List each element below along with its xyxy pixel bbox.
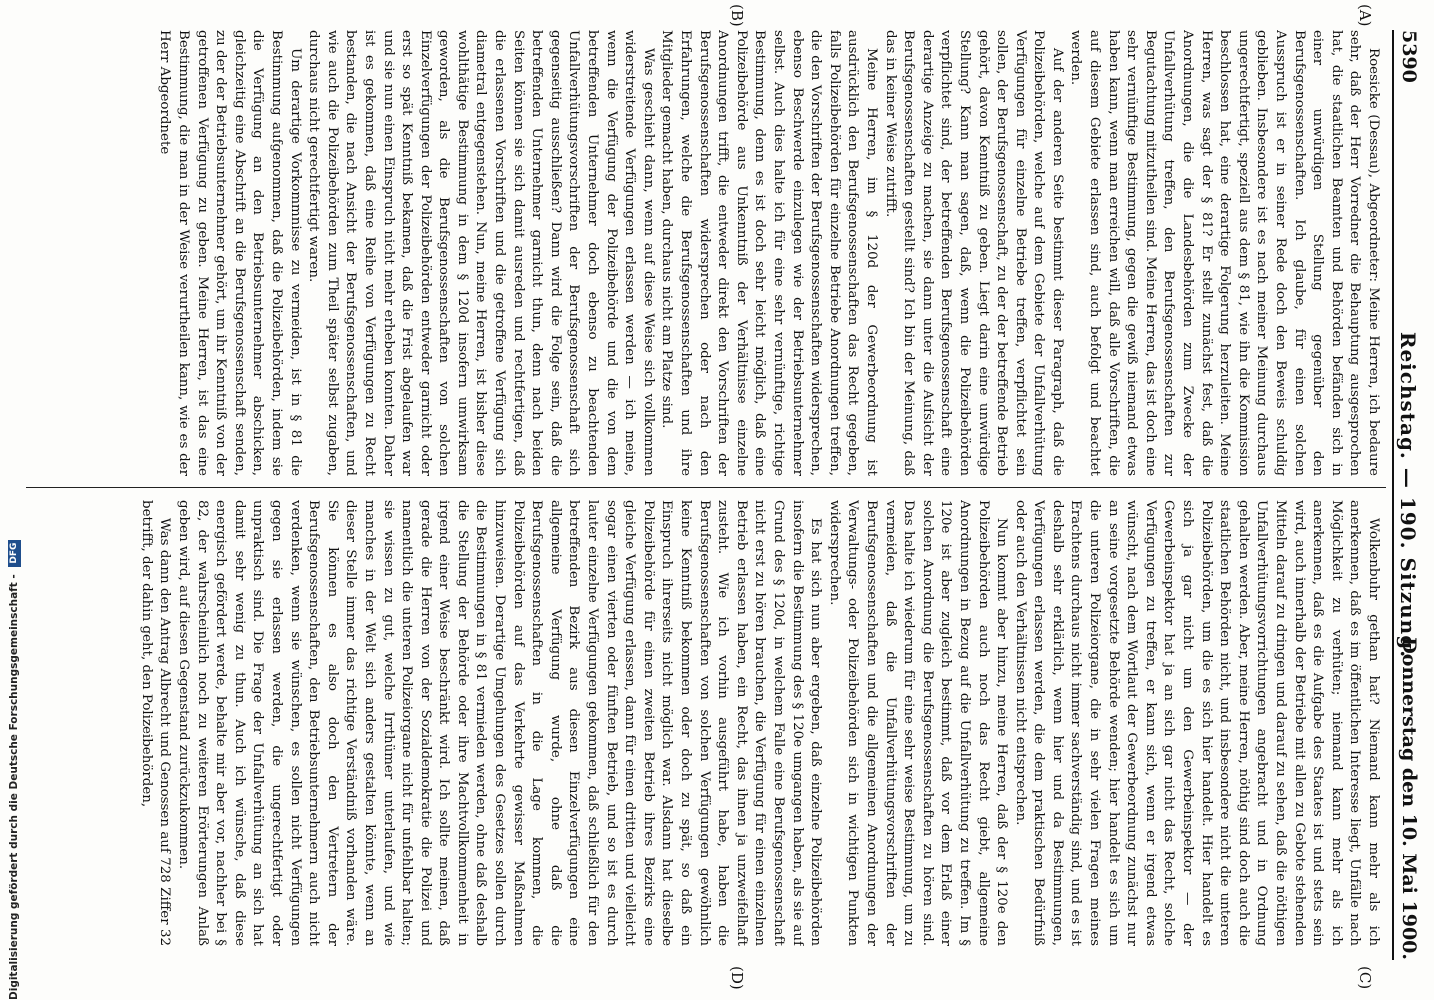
paragraph: Wolkenbuhr gethan hat? Niemand kann mehr als ich anerkennen, daß es im öffentlichen Interesse liegt, Unfälle nach Möglichkeit zu verhüten; niemand kann mehr als ich anerkennen, daß es die Aufgabe des Staates ist und stets sein wird, auch innerhalb der Betriebe mit allen zu Gebote stehenden Mitteln darauf zu dringen und darauf zu sehen, daß die nöthigen Unfallverhütungsvorrichtungen angebracht und in Ordnung gehalten werden. Aber, meine Herren, nöthig sind doch auch die staatlichen Behörden nicht, und insbesondere nicht die unteren Polizeibehörden, um die es sich hier handelt. Hier handelt es sich ja gar nicht um den Gewerbeinspektor — der Gewerbeinspektor hat ja an sich gar nicht das Recht, solche Verfügungen zu treffen, er kann sich, wenn er irgend etwas wünscht, nach dem Wortlaut der Gewerbeordnung zunächst nur an seine vorgesetzte Behörde wenden; hier handelt es sich um die unteren Polizeiorgane, die in sehr vielen Fragen meines Erachtens durchaus nicht immer sachverständig sind, und es ist deshalb sehr erklärlich, wenn hier und da Bestimmungen, Verfügungen erlassen werden, die dem praktischen Bedürfniß oder auch den Verhältnissen nicht entsprechen.: [1012, 500, 1381, 946]
header-title: Reichstag. — 190. Sitzung.: [1396, 331, 1420, 659]
paragraph: Meine Herren, im § 120d der Gewerbeordnung ist ausdrücklich den Berufsgenossenschaften das Recht gegeben, falls Polizeibehörden für einzelne Betriebe Anordnungen treffen, die den Vorschriften der Berufsgenossenschaften widersprechen, ebenso Beschwerde einzulegen wie der Betriebsunternehmer selbst. Auch dies halte ich für eine sehr vernünftige, richtige Bestimmung, denn es ist doch sehr leicht möglich, daß eine Polizeibehörde aus Unkenntniß der Verhältnisse einzelne Anordnungen trifft, die entweder direkt den Vorschriften der Berufsgenossenschaften widersprechen oder nach den Erfahrungen, welche die Berufsgenossenschaften und ihre Mitglieder gemacht haben, durchaus nicht am Platze sind.: [659, 30, 879, 476]
paragraph: Auf der anderen Seite bestimmt dieser Paragraph, daß die Polizeibehörden, welche auf dem Gebiete der Unfallverhütung Verfügungen für einzelne Betriebe treffen, verpflichtet sein sollen, der Berufsgenossenschaft, zu der der betreffende Betrieb gehört, davon Kenntniß zu geben. Liegt darin eine unwürdige Stellung? Kann man sagen, daß, wenn die Polizeibehörden verpflichtet sind, der betreffenden Berufsgenossenschaft eine derartige Anzeige zu machen, sie dann unter die Aufsicht der Berufsgenossenschaften gestellt sind? Ich bin der Meinung, daß das in keiner Weise zutrifft.: [882, 30, 1065, 476]
page-number: 5390: [1398, 30, 1420, 83]
right-column: [27, 500, 1382, 946]
footer-text: Digitalisierung gefördert durch die Deutsche Forschungsgemeinschaft -: [8, 574, 20, 1000]
paragraph: Roesicke (Dessau), Abgeordneter: Meine Herren, ich bedaure sehr, daß der Herr Vorredner die Behauptung ausgesprochen hat, die staatlichen Beamten und Behörden befänden sich in einer unwürdigen Stellung gegenüber den Berufsgenossenschaften. Ich glaube, für einen solchen Ausspruch ist er in seiner Rede doch den Beweis schuldig geblieben. Insbesondere ist es nach meiner Meinung durchaus ungerechtfertigt, speziell aus dem § 81, wie ihn die Kommission beschlossen hat, eine derartige Folgerung herzuleiten. Meine Herren, was sagt der § 81? Er stellt zunächst fest, daß die Anordnungen, die die Landesbehörden zum Zwecke der Unfallverhütung treffen, den Berufsgenossenschaften zur Begutachtung mitzutheilen sind. Meine Herren, das ist doch eine sehr vernünftige Bestimmung, gegen die gewiß niemand etwas haben kann, wenn man erreichen will, daß alle Vorschriften, die auf diesem Gebiete erlassen sind, auch befolgt und beachtet werden.: [1068, 30, 1381, 476]
page-header: [1392, 30, 1420, 960]
header-date: Donnerstag den 10. Mai 1900.: [1398, 637, 1420, 960]
margin-mark-c: (C): [1356, 966, 1374, 990]
column-divider: [26, 487, 1386, 488]
paragraph: Was dann den Antrag Albrecht und Genossen auf 728 Ziffer 32 betrifft, der dahin geht, den Polizeibehörden,: [138, 500, 173, 946]
paragraph: Um derartige Vorkommnisse zu vermeiden, ist in § 81 die Bestimmung aufgenommen, daß die Polizeibehörden, indem sie die Verfügung an den Betriebsunternehmer abschicken, gleichzeitig eine Abschrift an die Berufsgenossenschaft senden, zu der der Betriebsunternehmer gehört, um ihr Kenntniß von der getroffenen Verfügung zu geben. Meine Herren, ist das eine Bestimmung, die man in der Weise verurtheilen kann, wie es der Herr Abgeordnete: [157, 30, 303, 476]
paragraph: Nun kommt aber hinzu, meine Herren, daß der § 120e den Polizeibehörden auch noch das Recht giebt, allgemeine Anordnungen in Bezug auf die Unfallverhütung zu treffen. Im § 120e ist aber zugleich bestimmt, daß vor dem Erlaß einer solchen Anordnung die Berufsgenossenschaften zu hören sind. Das halte ich wiederum für eine sehr weise Bestimmung, um zu vermeiden, daß die Unfallverhütungsvorschriften der Berufsgenossenschaften und die allgemeinen Anordnungen der Verwaltungs- oder Polizeibehörden sich in wichtigen Punkten widersprechen.: [826, 500, 1010, 946]
margin-mark-b: (B): [728, 4, 746, 27]
margin-mark-d: (D): [728, 966, 746, 990]
digitization-footer: [0, 0, 28, 1000]
paragraph: Was geschieht dann, wenn auf diese Weise sich vollkommen widerstreitende Verfügungen erlassen werden — ich meine, wenn die Verfügung der Polizeibehörde und die von dem betreffenden Unternehmer doch ebenso zu beachtenden Unfallverhütungsvorschriften der Berufsgenossenschaft sich gegenseitig ausschließen? Dann wird die Folge sein, daß die betreffenden Unternehmer garnicht thun, denn nach beiden Seiten können sie sich damit ausreden und rechtfertigen, daß die erlassenen Vorschriften und die getroffene Verfügung sich diametral entgegenstehen. Nun, meine Herren, ist bisher diese wohlthätige Bestimmung in dem § 120d insofern umwirksam geworden, als die Berufsgenossenschaften von solchen Einzelverfügungen der Polizeibehörden entweder garnicht oder erst so spät Kenntniß bekamen, daß die Frist abgelaufen war und sie nun einen Einspruch nicht mehr erheben konnten. Daher ist es gekommen, daß eine Reihe von Verfügungen zu Recht bestanden, die nach Ansicht der Berufsgenossenschaften, und wie auch die Polizeibehörden zum Theil später selbst zugaben, durchaus nicht gerechtfertigt waren.: [306, 30, 656, 476]
left-column: [27, 30, 1382, 476]
margin-mark-a: (A): [1356, 4, 1374, 27]
paragraph: Es hat sich nun aber ergeben, daß einzelne Polizeibehörden insofern die Bestimmung des § 120e umgangen haben, als sie auf Grund des § 120d, in welchem Falle eine Berufsgenossenschaft nicht erst zu hören brauchen, die Verfügung für einen einzelnen Betrieb erlassen haben, ein Recht, das ihnen ja unzweifelhaft zusteht. Wie ich vorhin ausgeführt habe, haben die Berufsgenossenschaften von solchen Verfügungen gewöhnlich keine Kenntniß bekommen oder doch zu spät, so daß ein Einspruch ihrerseits nicht möglich war. Alsdann hat dieselbe Polizeibehörde für einen zweiten Betrieb ihres Bezirks eine gleiche Verfügung erlassen, dann für einen dritten und vielleicht sogar einen vierten oder fünften Betrieb, und so ist es durch lauter einzelne Verfügungen gekommen, daß schließlich für den betreffenden Bezirk aus diesen Einzelverfügungen eine allgemeine Verfügung wurde, ohne daß die Berufsgenossenschaften in die Lage kommen, die Polizeibehörden auf das Verkehrte gewisser Maßnahmen hinzuweisen. Derartige Umgehungen des Gesetzes sollen durch die Bestimmungen in § 81 vermieden werden, ohne daß deshalb die Stellung der Behörde oder ihre Machtvollkommenheit in irgend einer Weise beschränkt wird. Ich sollte meinen, daß gerade die Herren von der Sozialdemokratie die Polizei und namentlich die unteren Polizeiorgane nicht für unfehlbar halten; sie wissen zu gut, welche Irrthümer unterlaufen, und wie manches in der Welt sich anders gestalten könnte, wenn an dieser Stelle immer das richtige Verständniß vorhanden wäre. Sie können es also doch den Vertretern der Berufsgenossenschaften, den Betriebsunternehmern auch nicht verdenken, wenn sie wünschen, es sollen nicht Verfügungen gegen sie erlassen werden, die ungerechtfertigt oder unpraktisch sind. Die Frage der Unfallverhütung an sich hat damit sehr wenig zu thun. Auch ich wünsche, daß diese energisch gefördert werde, behalte mir aber vor, nachher bei § 82, der wahrscheinlich noch zu weiteren Erörterungen Anlaß geben wird, auf diesen Gegenstand zurückzukommen.: [176, 500, 824, 946]
dfg-logo: DFG: [8, 540, 21, 567]
